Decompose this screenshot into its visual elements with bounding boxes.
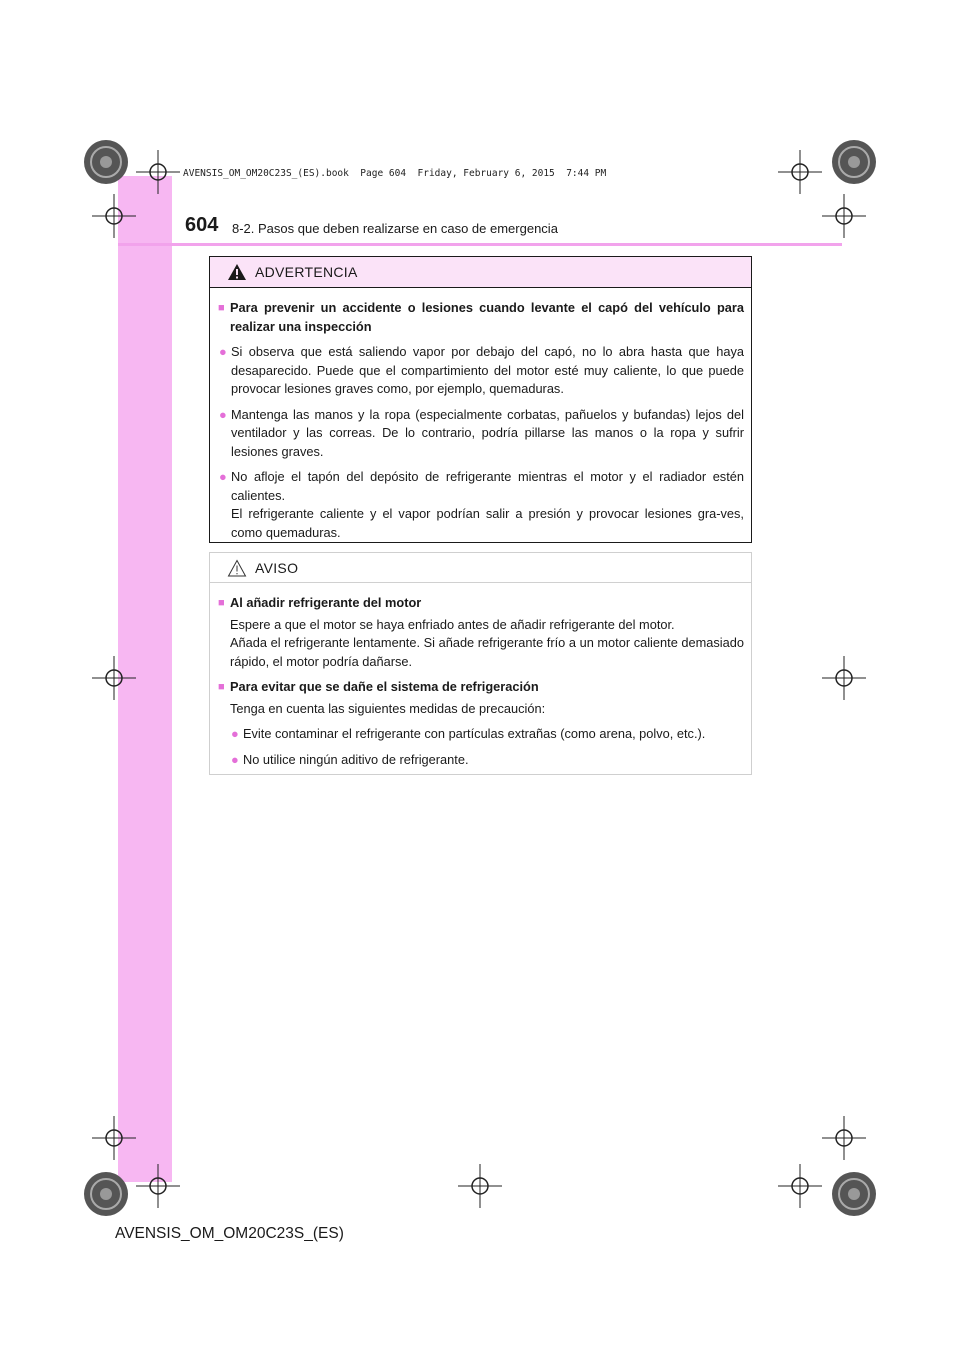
warning-box xyxy=(209,256,752,543)
notice-heading: ■ Para evitar que se dañe el sistema de refrigeración xyxy=(218,678,744,697)
paragraph: Añada el refrigerante lentamente. Si añade refrigerante frío a un motor caliente demasiado rápido, el motor podría dañarse. xyxy=(230,635,744,669)
crosshair-icon xyxy=(778,1164,822,1208)
notice-header xyxy=(210,553,751,583)
dot-bullet-icon: ● xyxy=(219,469,227,484)
square-bullet-icon: ■ xyxy=(218,302,225,314)
warning-triangle-icon xyxy=(227,263,247,281)
crosshair-icon xyxy=(92,1116,136,1160)
crosshair-icon xyxy=(822,194,866,238)
paragraph: Espere a que el motor se haya enfriado antes de añadir refrigerante del motor. xyxy=(230,616,675,632)
document-code: AVENSIS_OM_OM20C23S_(ES) xyxy=(115,1225,344,1242)
list-item: ● Si observa que está saliendo vapor por debajo del capó, no lo abra hasta que haya desaparecido. Puede que el compartimiento del motor esté muy caliente, lo que puede provocar lesiones graves como, por ejemplo, quemaduras. xyxy=(218,343,744,399)
header-rule xyxy=(118,243,842,246)
notice-title: AVISO xyxy=(255,559,299,576)
section-title: 8-2. Pasos que deben realizarse en caso de emergencia xyxy=(232,221,558,236)
crosshair-icon xyxy=(136,1164,180,1208)
warning-header xyxy=(210,257,751,288)
crosshair-icon xyxy=(822,656,866,700)
caution-outline-icon xyxy=(227,559,247,577)
square-bullet-icon: ■ xyxy=(218,597,225,609)
notice-box xyxy=(209,552,752,775)
registration-disc-icon xyxy=(80,1168,132,1220)
dot-bullet-icon: ● xyxy=(219,344,227,359)
list-item: ● Evite contaminar el refrigerante con partículas extrañas (como arena, polvo, etc.). xyxy=(230,725,744,744)
crosshair-icon xyxy=(136,150,180,194)
list-item: ● No utilice ningún aditivo de refrigerante. xyxy=(230,751,744,770)
registration-disc-icon xyxy=(80,136,132,188)
crosshair-icon xyxy=(778,150,822,194)
crosshair-icon xyxy=(458,1164,502,1208)
page-number: 604 xyxy=(185,214,219,236)
dot-bullet-icon: ● xyxy=(231,726,239,741)
warning-heading: ■ Para prevenir un accidente o lesiones cuando levante el capó del vehículo para realizar una inspección xyxy=(218,299,744,336)
dot-bullet-icon: ● xyxy=(231,751,239,767)
notice-heading: ■ Al añadir refrigerante del motor xyxy=(218,594,744,613)
list-item: ● No afloje el tapón del depósito de refrigerante mientras el motor y el radiador estén calientes. El refrigerante caliente y el vapor podrían salir a presión y provocar lesiones gra-ves, como quemaduras. xyxy=(218,468,744,542)
crosshair-icon xyxy=(92,194,136,238)
crosshair-icon xyxy=(92,656,136,700)
book-stamp: AVENSIS_OM_OM20C23S_(ES).book Page 604 Friday, February 6, 2015 7:44 PM xyxy=(183,168,607,179)
crosshair-icon xyxy=(822,1116,866,1160)
list-item: ● Mantenga las manos y la ropa (especialmente corbatas, pañuelos y bufandas) lejos del ventilador y las correas. De lo contrario, podría pillarse las manos o la ropa y sufrir lesiones graves. xyxy=(218,406,744,462)
registration-disc-icon xyxy=(828,1168,880,1220)
dot-bullet-icon: ● xyxy=(219,406,227,422)
paragraph: Tenga en cuenta las siguientes medidas de precaución: xyxy=(230,700,546,716)
registration-disc-icon xyxy=(828,136,880,188)
square-bullet-icon: ■ xyxy=(218,681,225,693)
warning-title: ADVERTENCIA xyxy=(255,264,358,280)
